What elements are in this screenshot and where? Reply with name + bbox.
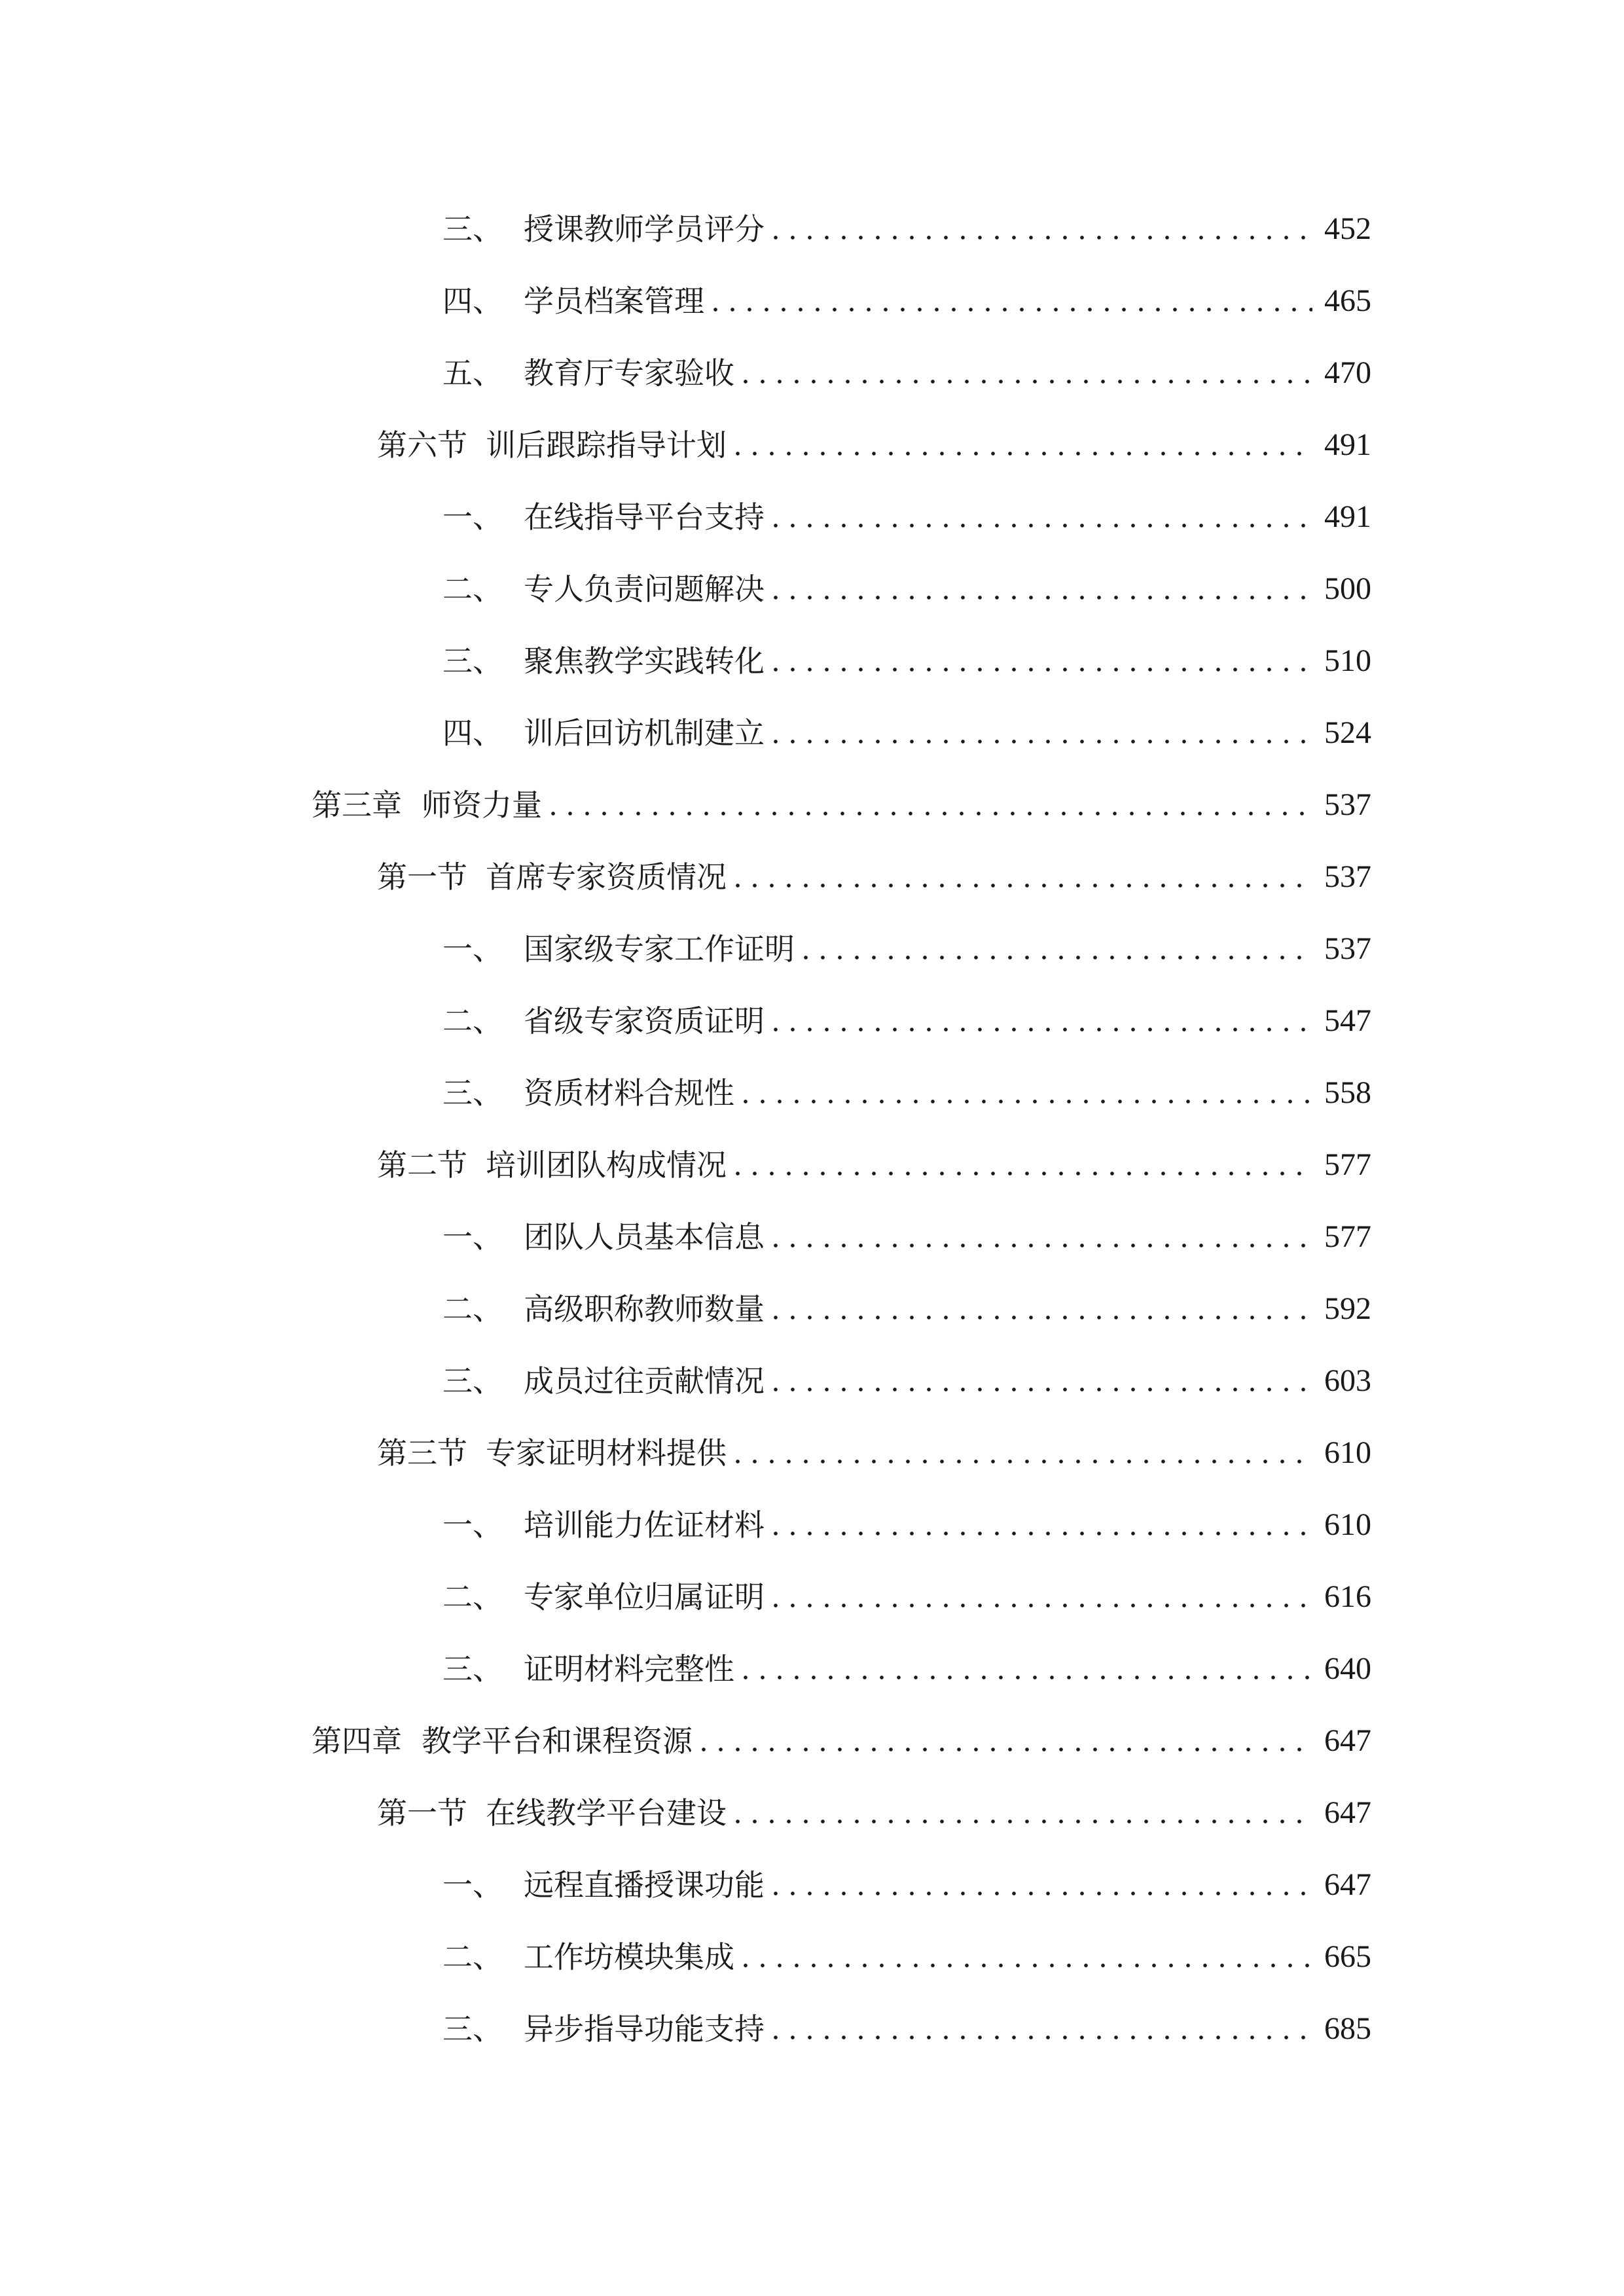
toc-entry-number: 二、 — [442, 1003, 503, 1039]
toc-entry[interactable] — [377, 1139, 1371, 1191]
toc-entry[interactable] — [377, 1427, 1371, 1479]
toc-dot-leader — [744, 1067, 1312, 1119]
toc-entry[interactable] — [377, 1787, 1371, 1839]
toc-dot-leader — [774, 1571, 1312, 1623]
toc-entry[interactable] — [442, 491, 1371, 543]
toc-entry-title: 异步指导功能支持 — [524, 2011, 765, 2047]
toc-entry-page: 665 — [1324, 1939, 1371, 1974]
toc-entry-title: 教育厅专家验收 — [524, 355, 734, 391]
toc-entry-number: 第六节 — [377, 427, 467, 463]
toc-entry[interactable] — [442, 1355, 1371, 1407]
toc-entry-page: 610 — [1324, 1507, 1371, 1542]
toc-dot-leader — [774, 2003, 1312, 2055]
toc-entry-page: 470 — [1324, 355, 1371, 390]
toc-entry[interactable] — [312, 1715, 1371, 1767]
toc-entry-title: 资质材料合规性 — [524, 1075, 734, 1111]
toc-dot-leader — [774, 1211, 1312, 1263]
toc-entry-title: 训后跟踪指导计划 — [486, 427, 727, 463]
toc-dot-leader — [774, 1283, 1312, 1335]
toc-entry-number: 一、 — [442, 499, 503, 535]
toc-entry-number: 第一节 — [377, 1795, 467, 1831]
toc-entry[interactable] — [442, 203, 1371, 255]
toc-entry-page: 577 — [1324, 1147, 1371, 1182]
toc-entry-number: 第二节 — [377, 1147, 467, 1183]
toc-entry-page: 647 — [1324, 1867, 1371, 1902]
toc-dot-leader — [736, 1787, 1312, 1839]
toc-entry-number: 四、 — [442, 715, 503, 751]
toc-entry-title: 首席专家资质情况 — [486, 859, 727, 895]
toc-entry-number: 第三章 — [312, 787, 402, 823]
toc-entry-page: 537 — [1324, 931, 1371, 966]
toc-entry-title: 在线教学平台建设 — [486, 1795, 727, 1831]
toc-entry[interactable] — [312, 779, 1371, 831]
toc-entry-page: 603 — [1324, 1363, 1371, 1398]
toc-entry-title: 省级专家资质证明 — [524, 1003, 765, 1039]
toc-entry-number: 三、 — [442, 1363, 503, 1399]
toc-entry[interactable] — [442, 275, 1371, 327]
toc-entry-page: 547 — [1324, 1003, 1371, 1038]
toc-dot-leader — [736, 1427, 1312, 1479]
toc-entry-number: 四、 — [442, 283, 503, 319]
toc-entry-number: 二、 — [442, 1579, 503, 1615]
toc-entry-page: 537 — [1324, 859, 1371, 894]
toc-entry-title: 专家单位归属证明 — [524, 1579, 765, 1615]
toc-entry[interactable] — [442, 1571, 1371, 1623]
toc-entry-title: 国家级专家工作证明 — [524, 931, 795, 967]
toc-entry[interactable] — [377, 419, 1371, 471]
toc-dot-leader — [774, 1355, 1312, 1407]
toc-entry[interactable] — [377, 851, 1371, 903]
toc-entry-title: 专家证明材料提供 — [486, 1435, 727, 1471]
toc-dot-leader — [713, 275, 1312, 327]
toc-entry-title: 工作坊模块集成 — [524, 1939, 734, 1975]
toc-entry-page: 616 — [1324, 1579, 1371, 1614]
toc-entry[interactable] — [442, 563, 1371, 615]
toc-dot-leader — [744, 1931, 1312, 1983]
toc-entry-title: 成员过往贡献情况 — [524, 1363, 765, 1399]
toc-entry-title: 在线指导平台支持 — [524, 499, 765, 535]
toc-entry-number: 一、 — [442, 1867, 503, 1903]
toc-entry-number: 第四章 — [312, 1723, 402, 1759]
toc-entry-number: 三、 — [442, 2011, 503, 2047]
toc-entry-number: 三、 — [442, 1651, 503, 1687]
toc-entry-title: 训后回访机制建立 — [524, 715, 765, 751]
toc-entry-page: 685 — [1324, 2011, 1371, 2046]
toc-dot-leader — [736, 419, 1312, 471]
toc-entry-title: 专人负责问题解决 — [524, 571, 765, 607]
toc-entry[interactable] — [442, 1211, 1371, 1263]
toc-entry[interactable] — [442, 707, 1371, 759]
toc-entry-page: 537 — [1324, 787, 1371, 822]
toc-entry-number: 一、 — [442, 1507, 503, 1543]
toc-entry[interactable] — [442, 1499, 1371, 1551]
toc-entry-title: 远程直播授课功能 — [524, 1867, 765, 1903]
toc-entry-page: 558 — [1324, 1075, 1371, 1110]
toc-entry-page: 524 — [1324, 715, 1371, 750]
toc-entry[interactable] — [442, 1931, 1371, 1983]
toc-entry-page: 510 — [1324, 643, 1371, 678]
toc-dot-leader — [736, 1139, 1312, 1191]
toc-entry-number: 第一节 — [377, 859, 467, 895]
toc-dot-leader — [774, 635, 1312, 687]
toc-entry-page: 640 — [1324, 1651, 1371, 1686]
toc-entry[interactable] — [442, 923, 1371, 975]
toc-dot-leader — [702, 1715, 1312, 1767]
toc-entry-title: 学员档案管理 — [524, 283, 704, 319]
toc-entry-number: 二、 — [442, 571, 503, 607]
toc-entry[interactable] — [442, 1283, 1371, 1335]
toc-entry[interactable] — [442, 1067, 1371, 1119]
toc-dot-leader — [774, 491, 1312, 543]
toc-entry-page: 647 — [1324, 1795, 1371, 1830]
toc-dot-leader — [744, 347, 1312, 399]
toc-dot-leader — [774, 203, 1312, 255]
toc-dot-leader — [774, 707, 1312, 759]
toc-entry-title: 师资力量 — [422, 787, 542, 823]
toc-dot-leader — [551, 779, 1312, 831]
toc-entry-title: 教学平台和课程资源 — [422, 1723, 693, 1759]
toc-entry[interactable] — [442, 1859, 1371, 1911]
toc-entry-page: 500 — [1324, 571, 1371, 606]
toc-entry-number: 一、 — [442, 1219, 503, 1255]
toc-entry-number: 三、 — [442, 211, 503, 247]
toc-entry-number: 二、 — [442, 1291, 503, 1327]
toc-entry-page: 577 — [1324, 1219, 1371, 1254]
toc-entry-number: 五、 — [442, 355, 503, 391]
toc-entry-number: 三、 — [442, 1075, 503, 1111]
toc-dot-leader — [774, 1859, 1312, 1911]
toc-entry[interactable] — [442, 995, 1371, 1047]
toc-entry-page: 465 — [1324, 283, 1371, 318]
toc-dot-leader — [736, 851, 1312, 903]
toc-entry[interactable] — [442, 347, 1371, 399]
toc-entry-title: 证明材料完整性 — [524, 1651, 734, 1687]
toc-entry-title: 培训团队构成情况 — [486, 1147, 727, 1183]
toc-entry-title: 培训能力佐证材料 — [524, 1507, 765, 1543]
toc-entry-page: 491 — [1324, 427, 1371, 462]
toc-entry-page: 491 — [1324, 499, 1371, 534]
toc-dot-leader — [774, 995, 1312, 1047]
toc-dot-leader — [744, 1643, 1312, 1695]
toc-entry[interactable] — [442, 635, 1371, 687]
toc-entry[interactable] — [442, 2003, 1371, 2055]
toc-entry-number: 一、 — [442, 931, 503, 967]
toc-entry-title: 聚焦教学实践转化 — [524, 643, 765, 679]
toc-dot-leader — [774, 1499, 1312, 1551]
toc-dot-leader — [804, 923, 1312, 975]
toc-entry-page: 592 — [1324, 1291, 1371, 1326]
toc-entry[interactable] — [442, 1643, 1371, 1695]
toc-entry-title: 高级职称教师数量 — [524, 1291, 765, 1327]
toc-entry-number: 三、 — [442, 643, 503, 679]
toc-entry-number: 第三节 — [377, 1435, 467, 1471]
toc-entry-page: 610 — [1324, 1435, 1371, 1470]
toc-entry-page: 647 — [1324, 1723, 1371, 1758]
toc-entry-number: 二、 — [442, 1939, 503, 1975]
toc-dot-leader — [774, 563, 1312, 615]
toc-entry-page: 452 — [1324, 211, 1371, 246]
toc-entry-title: 团队人员基本信息 — [524, 1219, 765, 1255]
toc-entry-title: 授课教师学员评分 — [524, 211, 765, 247]
